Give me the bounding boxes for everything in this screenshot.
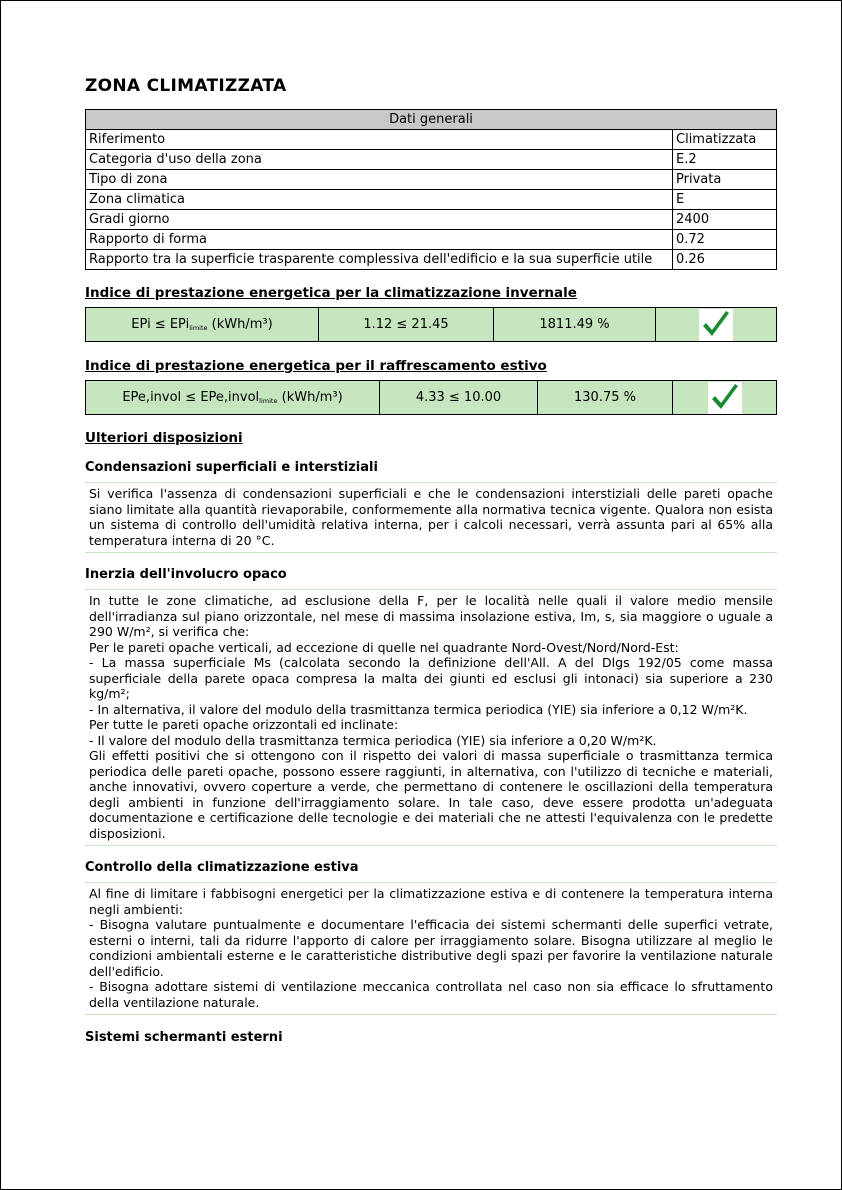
further-heading: Ulteriori disposizioni [85,430,243,446]
summer-heading: Indice di prestazione energetica per il raffrescamento estivo [85,358,547,374]
row-label: Rapporto di forma [86,230,673,250]
general-data-table [85,109,777,270]
row-label: Gradi giorno [86,210,673,230]
row-label: Rapporto tra la superficie trasparente complessiva dell'edificio e la sua superficie utile [86,250,673,270]
winter-label-main: EPi ≤ EPi [131,317,190,332]
condensation-text: Si verifica l'assenza di condensazioni superficiali e che le condensazioni interstiziali delle pareti opache siano limitate alla quantità rievaporabile, conformemente alla normativa tecnica vigente. Qualora non esista un sistema di controllo dell'umidità relativa interna, per i calcoli necessari, verrà assunta pari al 65% alla temperatura interna di 20 °C. [85,482,777,553]
checkmark-icon [708,382,742,414]
row-value: 0.26 [673,250,777,270]
summer-label-sub: limite [259,397,278,405]
winter-percent: 1811.49 % [494,308,656,342]
winter-comparison: 1.12 ≤ 21.45 [319,308,494,342]
document-content [85,76,777,1047]
table-row [86,150,777,170]
row-label: Tipo di zona [86,170,673,190]
inertia-text: In tutte le zone climatiche, ad esclusione della F, per le località nelle quali il valore medio mensile dell'irradianza sul piano orizzontale, nel mese di massima insolazione estiva, Im, s, sia maggiore o uguale a 290 W/m², si verifica che: Per le pareti opache verticali, ad eccezione di quelle nel quadrante Nord-Ovest/Nord/Nord-Est: - La massa superficiale Ms (calcolata secondo la definizione dell'All. A del Dlgs 192/05 come massa superficiale della parete opaca compresa la malta dei giunti ed esclusi gli intonaci) sia superiore a 230 kg/m²; - In alternativa, il valore del modulo della trasmittanza termica periodica (YIE) sia inferiore a 0,12 W/m²K. Per tutte le pareti opache orizzontali ed inclinate: - Il valore del modulo della trasmittanza termica periodica (YIE) sia inferiore a 0,20 W/m²K. Gli effetti positivi che si ottengono con il rispetto dei valori di massa superficiale o trasmittanza termica periodica delle pareti opache, possono essere raggiunti, in alternativa, con l'utilizzo di tecniche e materiali, anche innovativi, ovvero coperture a verde, che permettano di contenere le oscillazioni della temperatura degli ambienti in funzione dell'irraggiamento solare. In tale caso, deve essere prodotta un'adeguata documentazione e certificazione delle tecnologie e dei materiali che ne attesti l'equivalenza con le predette disposizioni. [85,589,777,846]
page-title: ZONA CLIMATIZZATA [85,76,287,96]
summer-label [86,381,380,415]
summer-control-heading: Controllo della climatizzazione estiva [85,860,359,875]
row-value: Climatizzata [673,130,777,150]
row-value: E [673,190,777,210]
table-row [86,170,777,190]
row-label: Zona climatica [86,190,673,210]
summer-label-unit: (kWh/m³) [281,390,343,405]
table-row [86,250,777,270]
summer-index-table [85,380,777,415]
summer-percent: 130.75 % [538,381,673,415]
table-row [86,130,777,150]
table-row [86,230,777,250]
winter-label [86,308,319,342]
table-row [86,210,777,230]
summer-control-text: Al fine di limitare i fabbisogni energetici per la climatizzazione estiva e di contenere la temperatura interna negli ambienti: - Bisogna valutare puntualmente e documentare l'efficacia dei sistemi schermanti delle superfici vetrate, esterni o interni, tali da ridurre l'apporto di calore per irraggiamento solare. Bisogna utilizzare al meglio le condizioni ambientali esterne e le caratteristiche distributive degli spazi per favorire la ventilazione naturale dell'edificio. - Bisogna adottare sistemi di ventilazione meccanica controllata nel caso non sia efficace lo sfruttamento della ventilazione naturale. [85,882,777,1015]
row-value: Privata [673,170,777,190]
condensation-heading: Condensazioni superficiali e interstiziali [85,460,378,475]
table-row [86,190,777,210]
row-value: 0.72 [673,230,777,250]
row-label: Riferimento [86,130,673,150]
winter-check-cell [656,308,777,342]
row-value: 2400 [673,210,777,230]
summer-comparison: 4.33 ≤ 10.00 [380,381,538,415]
summer-label-main: EPe,invol ≤ EPe,invol [122,390,260,405]
winter-heading: Indice di prestazione energetica per la climatizzazione invernale [85,285,577,301]
winter-index-table [85,307,777,342]
summer-check-cell [673,381,777,415]
winter-label-unit: (kWh/m³) [211,317,273,332]
checkmark-icon [699,309,733,341]
row-value: E.2 [673,150,777,170]
shading-heading: Sistemi schermanti esterni [85,1030,283,1045]
winter-label-sub: limite [189,324,208,332]
inertia-heading: Inerzia dell'involucro opaco [85,567,287,582]
general-data-header: Dati generali [86,110,777,130]
row-label: Categoria d'uso della zona [86,150,673,170]
